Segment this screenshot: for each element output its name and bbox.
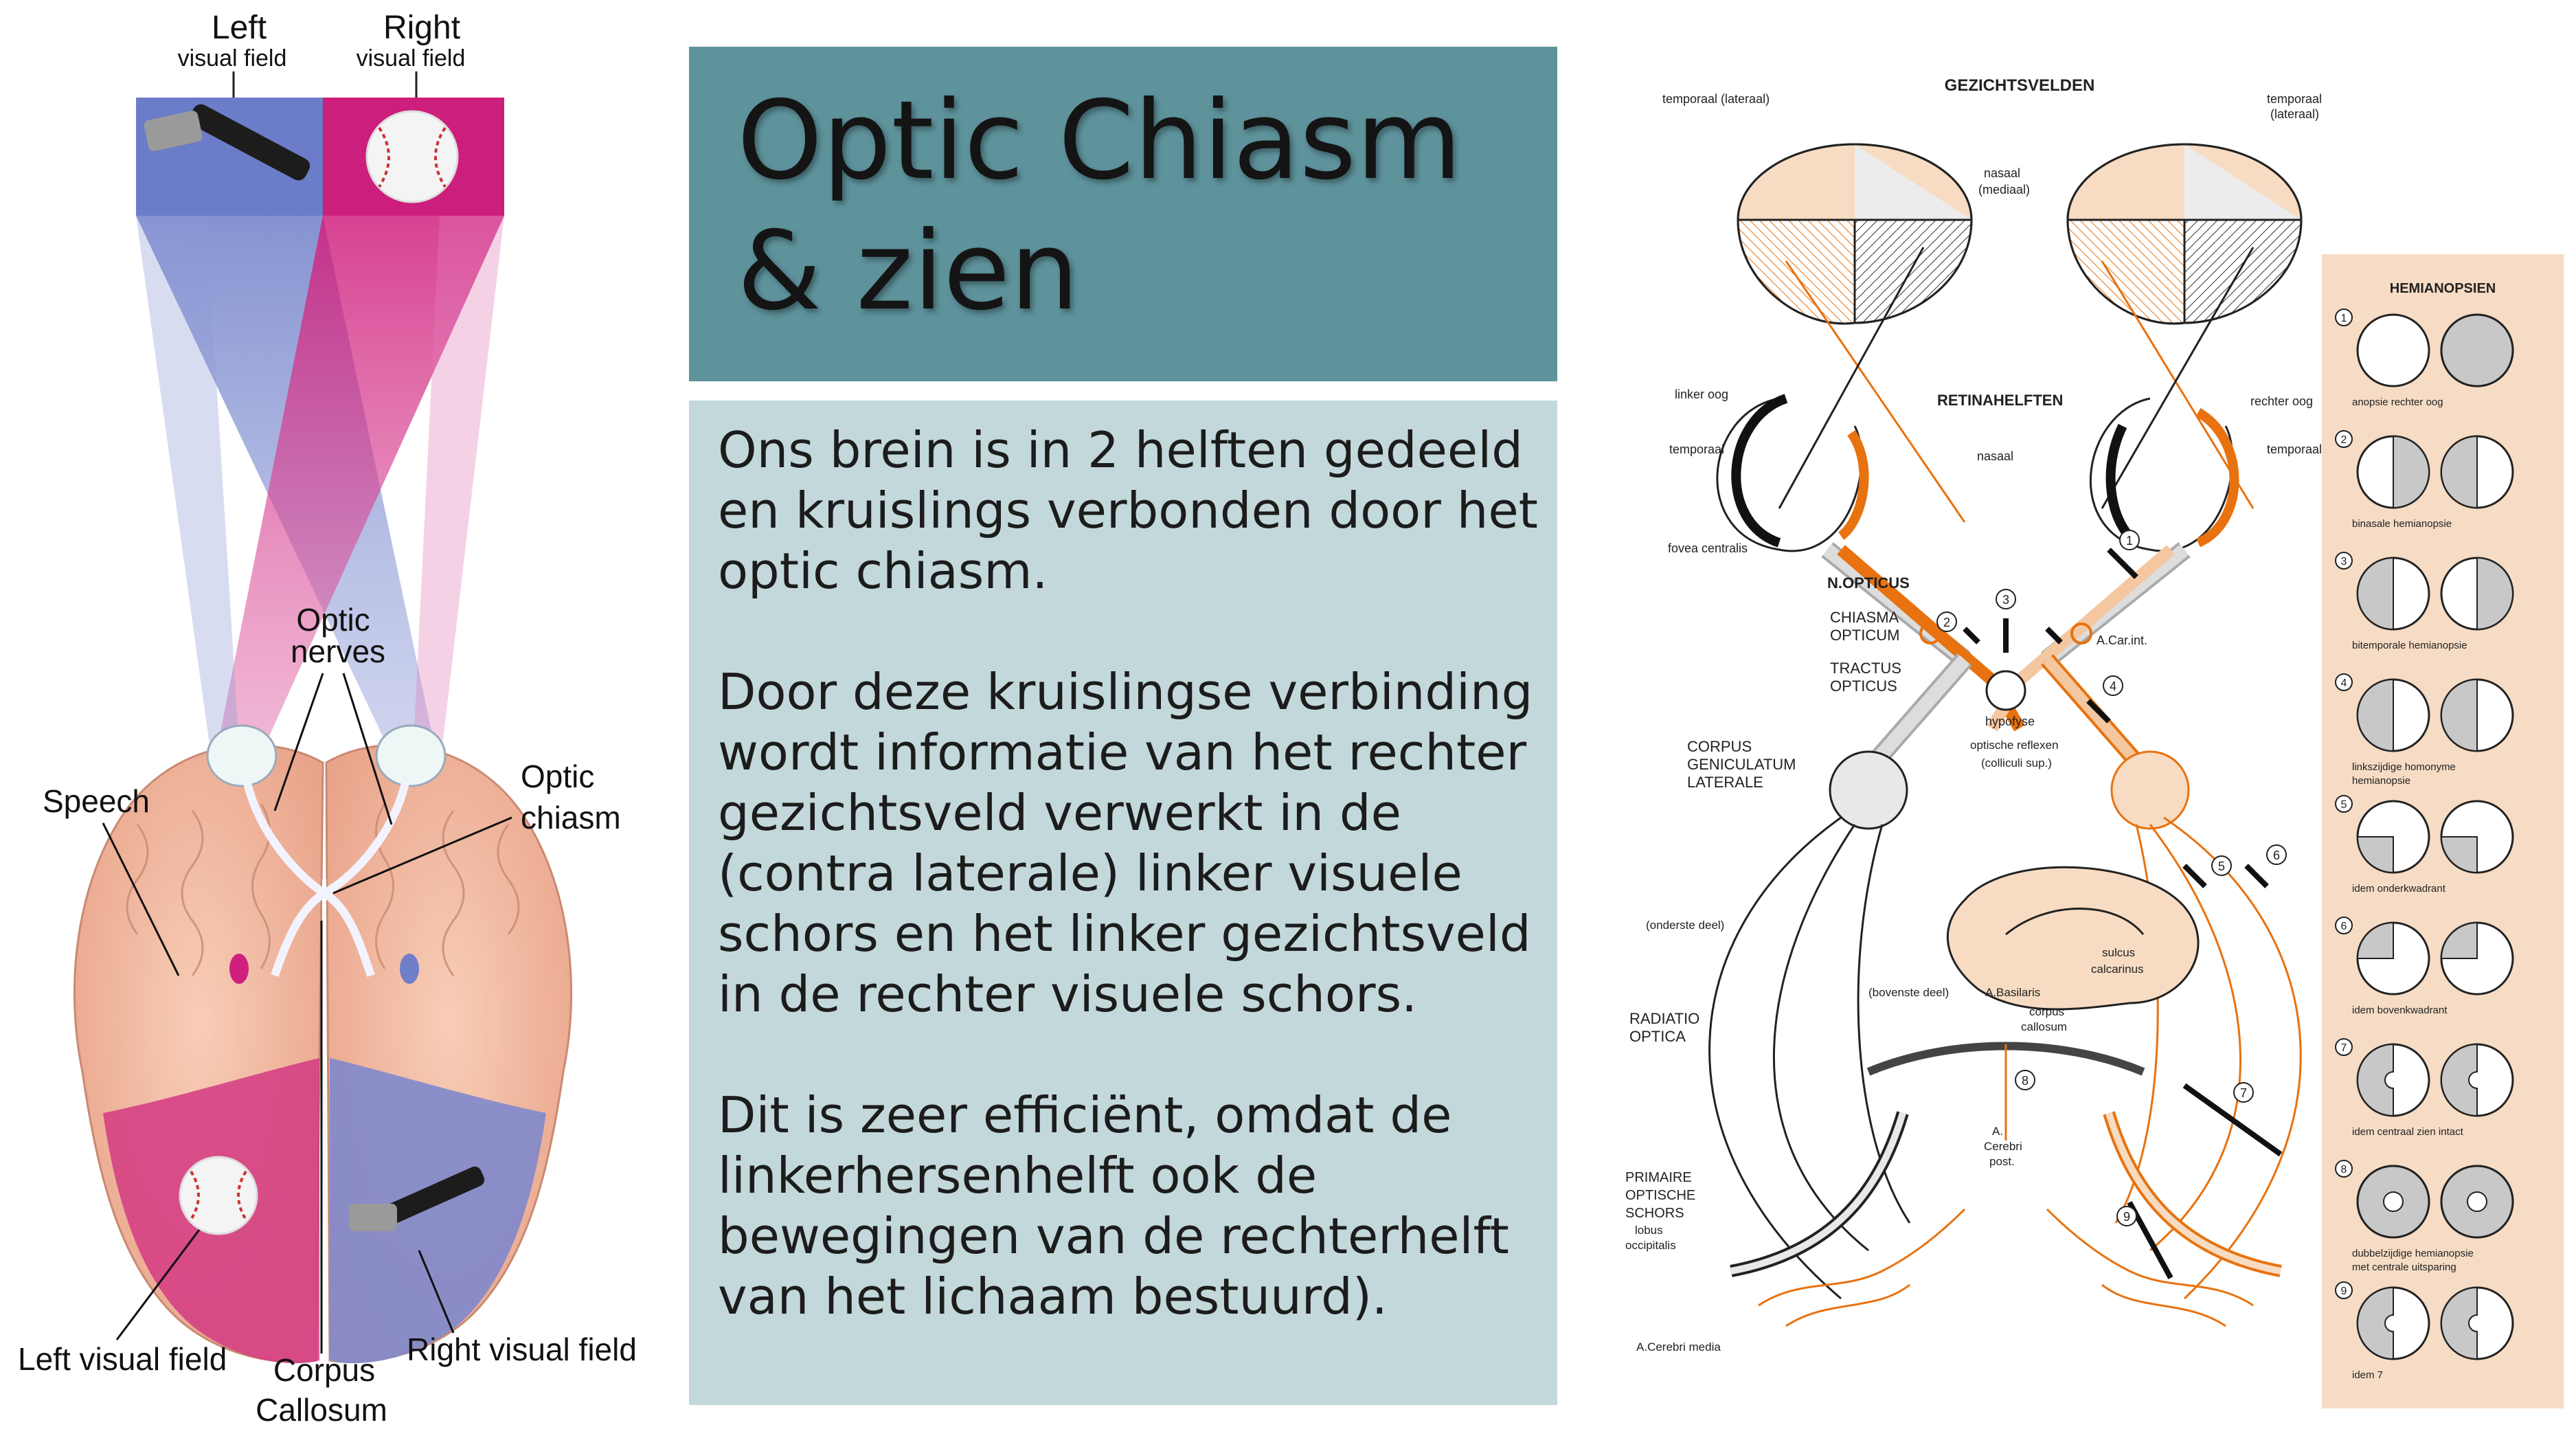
visual-pathway-diagram [1580, 41, 2569, 1408]
lesion-9: 9 [2123, 1210, 2131, 1224]
brain-visual-field-illustration [0, 0, 673, 1446]
tractus-label-2: OPTICUS [1830, 677, 1897, 695]
lesion-8: 8 [2021, 1074, 2029, 1088]
hemianopsia-label: idem onderkwadrant [2352, 883, 2445, 895]
linker-oog-label: linker oog [1675, 387, 1729, 401]
body-text [718, 420, 1542, 1387]
title-box [689, 47, 1557, 381]
optische-label-2: (colliculi sup.) [1981, 756, 2052, 770]
speech-label: Speech [43, 783, 150, 819]
corpus-cal-label-1: corpus [2029, 1005, 2065, 1018]
optic-chiasm-label: Optic [521, 759, 595, 794]
nasaal-1: nasaal [1984, 166, 2021, 180]
primaire-label-1: PRIMAIRE [1625, 1170, 1692, 1185]
hypofyse-circle [1987, 671, 2025, 710]
a-cerebri-post-2: Cerebri [1984, 1140, 2022, 1153]
hemianopsien-rows [2336, 309, 2513, 1381]
lesion-4: 4 [2109, 679, 2117, 693]
sulcus-label-2: calcarinus [2091, 963, 2144, 976]
hemianopsia-label-2: hemianopsie [2352, 775, 2411, 787]
hemianopsia-label: idem bovenkwadrant [2352, 1004, 2448, 1016]
hemianopsia-label-2: met centrale uitsparing [2352, 1261, 2456, 1273]
corpus-callosum-label: Corpus [273, 1352, 376, 1388]
chiasma-label-1: CHIASMA [1830, 609, 1899, 626]
retinahelften-label: RETINAHELFTEN [1937, 392, 2064, 409]
hemianopsia-number: 9 [2340, 1285, 2347, 1297]
a-car-label: A.Car.int. [2097, 633, 2148, 647]
right-visual-field-label: Right visual field [407, 1332, 637, 1367]
lesion-5: 5 [2217, 860, 2226, 873]
hemianopsia-label: binasale hemianopsie [2352, 518, 2452, 530]
paragraph-3: Dit is zeer efficiënt, omdat de linkerhersenhelft ook de bewegingen van de rechterhelft van het lichaam bestuurd). [718, 1086, 1509, 1325]
hemianopsia-number: 5 [2340, 799, 2347, 811]
corpus-gen-label-1: CORPUS [1687, 738, 1752, 755]
tractus-label-1: TRACTUS [1830, 660, 1901, 677]
field-defect-circle [2358, 315, 2429, 386]
right-field-sublabel: visual field [356, 45, 466, 71]
a-cerebri-post-1: A. [1992, 1125, 2004, 1138]
left-visual-field-label: Left visual field [18, 1341, 227, 1377]
optic-nerves-label: Optic [296, 602, 370, 638]
paragraph-2: Door deze kruislingse verbinding wordt informatie van het rechter gezichtsveld verwerkt in de (contra laterale) linker visuele schors en het linker gezichtsveld in de rechter visuele schors. [718, 663, 1533, 1023]
bovenste-label: (bovenste deel) [1868, 986, 1950, 999]
slide-title: Optic Chiasm & zien [737, 78, 1462, 335]
a-cerebri-post-3: post. [1989, 1155, 2015, 1168]
fovea-label: fovea centralis [1668, 541, 1748, 555]
hemianopsia-label: bitemporale hemianopsie [2352, 640, 2467, 651]
sulcus-label-1: sulcus [2102, 946, 2136, 959]
hemianopsia-label: idem 7 [2352, 1369, 2384, 1381]
lesion-2: 2 [1943, 616, 1951, 629]
hemianopsia-label: linkszijdige homonyme [2352, 761, 2456, 773]
corpus-gen-label-3: LATERALE [1687, 774, 1763, 791]
right-field-label: Right [383, 10, 461, 46]
corpus-gen-label-2: GENICULATUM [1687, 756, 1796, 773]
radiatio-label-1: RADIATIO [1629, 1010, 1700, 1027]
optische-label-1: optische reflexen [1970, 739, 2059, 752]
lobus-label-2: occipitalis [1625, 1239, 1676, 1252]
hemianopsia-number: 8 [2340, 1164, 2347, 1176]
left-field-sublabel: visual field [177, 45, 287, 71]
brain-diagram-svg [0, 0, 673, 1446]
hemianopsia-label: idem centraal zien intact [2352, 1126, 2463, 1138]
hemianopsia-number: 7 [2340, 1042, 2347, 1054]
right-visual-field-shape [2068, 144, 2301, 324]
left-field-label: Left [211, 10, 267, 46]
temporaal-lateraal-left: temporaal (lateraal) [1662, 92, 1770, 106]
hemianopsien-title: HEMIANOPSIEN [2389, 281, 2496, 296]
chiasma-label-2: OPTICUM [1830, 627, 1900, 644]
radiatio-label-2: OPTICA [1629, 1028, 1686, 1045]
baseball-on-cortex-icon [180, 1157, 257, 1234]
right-eye-diagram [2090, 398, 2234, 551]
body-text-box [689, 401, 1557, 1405]
left-visual-field-shape [1738, 144, 1971, 324]
n-opticus-label: N.OPTICUS [1827, 574, 1910, 592]
hemianopsia-number: 4 [2340, 677, 2347, 689]
gezichtsvelden-label: GEZICHTSVELDEN [1944, 76, 2095, 95]
primaire-label-3: SCHORS [1625, 1206, 1684, 1221]
nasaal-2: (mediaal) [1978, 183, 2031, 196]
a-basilaris-label: A.Basilaris [1985, 986, 2041, 999]
brain [74, 726, 571, 1363]
lesion-7: 7 [2239, 1086, 2248, 1100]
right-eye [376, 726, 445, 786]
lesion-3: 3 [2002, 593, 2010, 607]
temporaal-right-1: temporaal [2267, 92, 2323, 106]
temporaal-right-label: temporaal [2267, 442, 2323, 456]
hemianopsia-number: 6 [2340, 921, 2347, 932]
lesion-6: 6 [2272, 849, 2281, 862]
hemianopsia-number: 2 [2340, 434, 2347, 446]
temporaal-right-2: (lateraal) [2270, 107, 2320, 121]
lesion-1: 1 [2125, 534, 2134, 548]
a-cerebri-media-label: A.Cerebri media [1636, 1340, 1721, 1353]
corpus-callosum-label-2: Callosum [256, 1392, 387, 1428]
hemianopsia-label: dubbelzijdige hemianopsie [2352, 1248, 2474, 1259]
paragraph-1: Ons brein is in 2 helften gedeeld en kruislings verbonden door het optic chiasm. [718, 421, 1538, 600]
baseball-icon [367, 111, 457, 202]
left-eye [207, 726, 276, 786]
optic-chiasm-label-2: chiasm [521, 800, 621, 835]
temporaal-left-label: temporaal [1669, 442, 1725, 456]
hemianopsia-number: 3 [2340, 556, 2347, 568]
hemianopsia-number: 1 [2340, 313, 2347, 324]
rechter-oog-label: rechter oog [2250, 394, 2314, 408]
hypofyse-label: hypofyse [1985, 715, 2035, 728]
pathway-svg [1580, 41, 2569, 1408]
corpus-cal-label-2: callosum [2021, 1020, 2068, 1033]
optic-nerves-label-2: nerves [290, 633, 386, 669]
onderste-label: (onderste deel) [1646, 919, 1725, 932]
hemianopsia-label: anopsie rechter oog [2352, 396, 2443, 408]
primaire-label-2: OPTISCHE [1625, 1188, 1696, 1203]
nasaal-mid-label: nasaal [1977, 449, 2014, 463]
left-eye-diagram [1717, 398, 1864, 551]
lobus-label-1: lobus [1635, 1224, 1663, 1237]
